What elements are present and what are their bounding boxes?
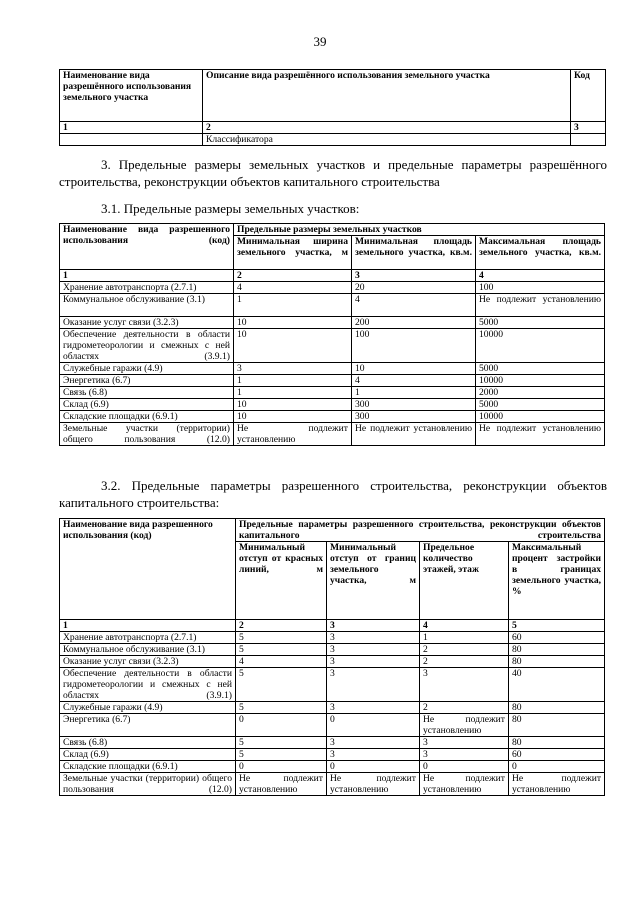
table-row xyxy=(60,329,605,363)
table-cell-value: 300 xyxy=(352,399,476,411)
table-cell-value: 1 xyxy=(234,294,352,317)
table-cell-value: 10000 xyxy=(476,411,605,423)
table-header-row xyxy=(60,224,605,236)
header-name: Наименование вида разрешённого использования земельного участка xyxy=(60,70,203,122)
table-row xyxy=(60,387,605,399)
table-cell-value: 100 xyxy=(352,329,476,363)
header-description: Описание вида разрешённого использования земельного участка xyxy=(203,70,571,122)
table-cell-name: Земельные участки (территории) общего пользования (12.0) xyxy=(60,423,234,446)
header-max-floors: Предельное количество этажей, этаж xyxy=(420,542,509,620)
table-cell-value: 0 xyxy=(327,714,420,737)
table-cell-name: Энергетика (6.7) xyxy=(60,375,234,387)
table-cell-value: 2 xyxy=(420,702,509,714)
table-cell-value: 5 xyxy=(236,702,327,714)
table-cell-value: 10 xyxy=(234,411,352,423)
table-row xyxy=(60,399,605,411)
table-cell-value: 3 xyxy=(420,737,509,749)
table-cell-value: 5 xyxy=(236,644,327,656)
table-cell-value: 5 xyxy=(236,749,327,761)
table-cell-value: 3 xyxy=(327,702,420,714)
table-cell-value: 0 xyxy=(236,761,327,773)
table-cell-value: 20 xyxy=(352,282,476,294)
table-cell-name: Обеспечение деятельности в области гидрометеорологии и смежных с ней областях (3.9.1) xyxy=(60,668,236,702)
header-min-area: Минимальная площадь земельного участка, кв.м. xyxy=(352,236,476,270)
table-cell-value: 10 xyxy=(234,317,352,329)
table-cell-value: 3 xyxy=(327,632,420,644)
table-cell-value: 3 xyxy=(327,749,420,761)
column-number-row xyxy=(60,122,606,134)
table-cell-name: Обеспечение деятельности в области гидрометеорологии и смежных с ней областях (3.9.1) xyxy=(60,329,234,363)
table-cell-name: Склад (6.9) xyxy=(60,399,234,411)
table-row xyxy=(60,282,605,294)
table-cell-value: Не подлежит установлению xyxy=(476,423,605,446)
header-min-width: Минимальная ширина земельного участка, м xyxy=(234,236,352,270)
table-row xyxy=(60,761,605,773)
table-cell-value: 2 xyxy=(420,644,509,656)
header-code: Код xyxy=(571,70,606,122)
table-cell-value: 3 xyxy=(327,656,420,668)
col-number: 1 xyxy=(60,620,236,632)
table-row xyxy=(60,317,605,329)
col-number: 3 xyxy=(352,270,476,282)
table-row xyxy=(60,668,605,702)
header-min-offset-borders: Минимальный отступ от границ земельного участка, м xyxy=(327,542,420,620)
table-row xyxy=(60,375,605,387)
page-number: 39 xyxy=(313,34,327,49)
table-cell-value: 1 xyxy=(234,387,352,399)
table-cell-value: 300 xyxy=(352,411,476,423)
table-row xyxy=(60,737,605,749)
table-cell-value: 3 xyxy=(420,749,509,761)
table-cell-name: Складские площадки (6.9.1) xyxy=(60,411,234,423)
table-row xyxy=(60,363,605,375)
table-cell-name: Связь (6.8) xyxy=(60,737,236,749)
header-max-area: Максимальная площадь земельного участка, кв.м. xyxy=(476,236,605,270)
table-cell-value: 0 xyxy=(420,761,509,773)
table-cell-value: 3 xyxy=(327,668,420,702)
table-cell-name: Связь (6.8) xyxy=(60,387,234,399)
table-cell-value: 10000 xyxy=(476,375,605,387)
table-cell-name: Коммунальное обслуживание (3.1) xyxy=(60,294,234,317)
table-row xyxy=(60,644,605,656)
table-cell-value: 10 xyxy=(234,399,352,411)
header-group: Предельные параметры разрешенного строительства, реконструкции объектов капитального строительства xyxy=(236,519,605,542)
table-cell-value: 1 xyxy=(352,387,476,399)
table-row xyxy=(60,656,605,668)
table-cell-value: 200 xyxy=(352,317,476,329)
table-header-row xyxy=(60,70,606,122)
header-name: Наименование вида разрешенного использования (код) xyxy=(60,224,234,270)
table-cell-value: 3 xyxy=(327,737,420,749)
table-cell-name: Оказание услуг связи (3.2.3) xyxy=(60,656,236,668)
col-number: 1 xyxy=(60,122,203,134)
table-cell-value: 5000 xyxy=(476,317,605,329)
table-cell-value: Не подлежит установлению xyxy=(234,423,352,446)
table-cell-value: 60 xyxy=(509,749,605,761)
table-cell-name: Хранение автотранспорта (2.7.1) xyxy=(60,632,236,644)
table-cell-value: 3 xyxy=(327,644,420,656)
col-number: 3 xyxy=(571,122,606,134)
header-name: Наименование вида разрешенного использования (код) xyxy=(60,519,236,620)
col-number: 3 xyxy=(327,620,420,632)
col-number: 4 xyxy=(420,620,509,632)
table-cell-value: 10 xyxy=(352,363,476,375)
plot-sizes-table xyxy=(59,223,605,446)
table-cell-value: 5 xyxy=(236,632,327,644)
col-number: 2 xyxy=(203,122,571,134)
table-cell-name: Энергетика (6.7) xyxy=(60,714,236,737)
table-row xyxy=(60,749,605,761)
header-group: Предельные размеры земельных участков xyxy=(234,224,605,236)
table-cell-name: Склад (6.9) xyxy=(60,749,236,761)
table-cell-value: 3 xyxy=(420,668,509,702)
table-cell-value: 10 xyxy=(234,329,352,363)
table-cell-value: 1 xyxy=(420,632,509,644)
table-cell-value: 80 xyxy=(509,714,605,737)
table-cell-value: 80 xyxy=(509,737,605,749)
table-cell-value: Не подлежит установлению xyxy=(352,423,476,446)
table-cell-value: 10000 xyxy=(476,329,605,363)
table-cell-value: 5 xyxy=(236,737,327,749)
table-row xyxy=(60,423,605,446)
table-cell-value: 4 xyxy=(236,656,327,668)
col-number: 2 xyxy=(234,270,352,282)
col-number: 1 xyxy=(60,270,234,282)
table-row xyxy=(60,134,606,146)
section-3-1-heading: 3.1. Предельные размеры земельных участков: xyxy=(101,201,360,216)
table-cell-value: 4 xyxy=(234,282,352,294)
table-cell-value: Не подлежит установлению xyxy=(420,773,509,796)
table-header-row xyxy=(60,519,605,542)
table-cell-name: Оказание услуг связи (3.2.3) xyxy=(60,317,234,329)
table-cell-value: Не подлежит установлению xyxy=(509,773,605,796)
table-row xyxy=(60,702,605,714)
table-cell-value: 80 xyxy=(509,702,605,714)
table-cell-name: Складские площадки (6.9.1) xyxy=(60,761,236,773)
table-cell-value: 3 xyxy=(234,363,352,375)
table-cell-value: 0 xyxy=(236,714,327,737)
table-cell-value: 100 xyxy=(476,282,605,294)
table-cell-value: 80 xyxy=(509,644,605,656)
section-3-2-heading: 3.2. Предельные параметры разрешенного строительства, реконструкции объектов капитального строительства: xyxy=(59,478,607,510)
table-row xyxy=(60,294,605,317)
column-number-row xyxy=(60,620,605,632)
classifier-text: Классификатора xyxy=(203,134,571,146)
header-max-coverage: Максимальный процент застройки в границах земельного участка, % xyxy=(509,542,605,620)
table-cell-value: 0 xyxy=(509,761,605,773)
table-row xyxy=(60,411,605,423)
col-number: 4 xyxy=(476,270,605,282)
table-cell-value: 40 xyxy=(509,668,605,702)
table-cell-name: Коммунальное обслуживание (3.1) xyxy=(60,644,236,656)
table-cell-value: 5 xyxy=(236,668,327,702)
table-cell-name: Хранение автотранспорта (2.7.1) xyxy=(60,282,234,294)
classifier-table xyxy=(59,69,606,146)
table-cell-value: Не подлежит установлению xyxy=(327,773,420,796)
col-number: 2 xyxy=(236,620,327,632)
table-cell-value: 5000 xyxy=(476,363,605,375)
table-cell-value: 4 xyxy=(352,375,476,387)
table-cell-value: 1 xyxy=(234,375,352,387)
table-cell-name xyxy=(60,134,203,146)
construction-parameters-table xyxy=(59,518,605,796)
table-cell-name: Служебные гаражи (4.9) xyxy=(60,702,236,714)
section-3-heading: 3. Предельные размеры земельных участков и предельные параметры разрешённого строительства, реконструкции объектов капитального строительства xyxy=(59,157,607,189)
table-cell-value: 60 xyxy=(509,632,605,644)
table-cell-value: 4 xyxy=(352,294,476,317)
table-cell-value: 80 xyxy=(509,656,605,668)
table-cell-name: Земельные участки (территории) общего пользования (12.0) xyxy=(60,773,236,796)
table-row xyxy=(60,714,605,737)
table-cell-value: 2 xyxy=(420,656,509,668)
table-cell-value: Не подлежит установлению xyxy=(476,294,605,317)
column-number-row xyxy=(60,270,605,282)
table-cell-value: Не подлежит установлению xyxy=(420,714,509,737)
header-min-offset-red-lines: Минимальный отступ от красных линий, м xyxy=(236,542,327,620)
table-cell-value: Не подлежит установлению xyxy=(236,773,327,796)
col-number: 5 xyxy=(509,620,605,632)
table-row xyxy=(60,773,605,796)
table-cell-value: 5000 xyxy=(476,399,605,411)
table-cell-value: 0 xyxy=(327,761,420,773)
table-cell-value xyxy=(571,134,606,146)
table-cell-value: 2000 xyxy=(476,387,605,399)
table-row xyxy=(60,632,605,644)
table-cell-name: Служебные гаражи (4.9) xyxy=(60,363,234,375)
